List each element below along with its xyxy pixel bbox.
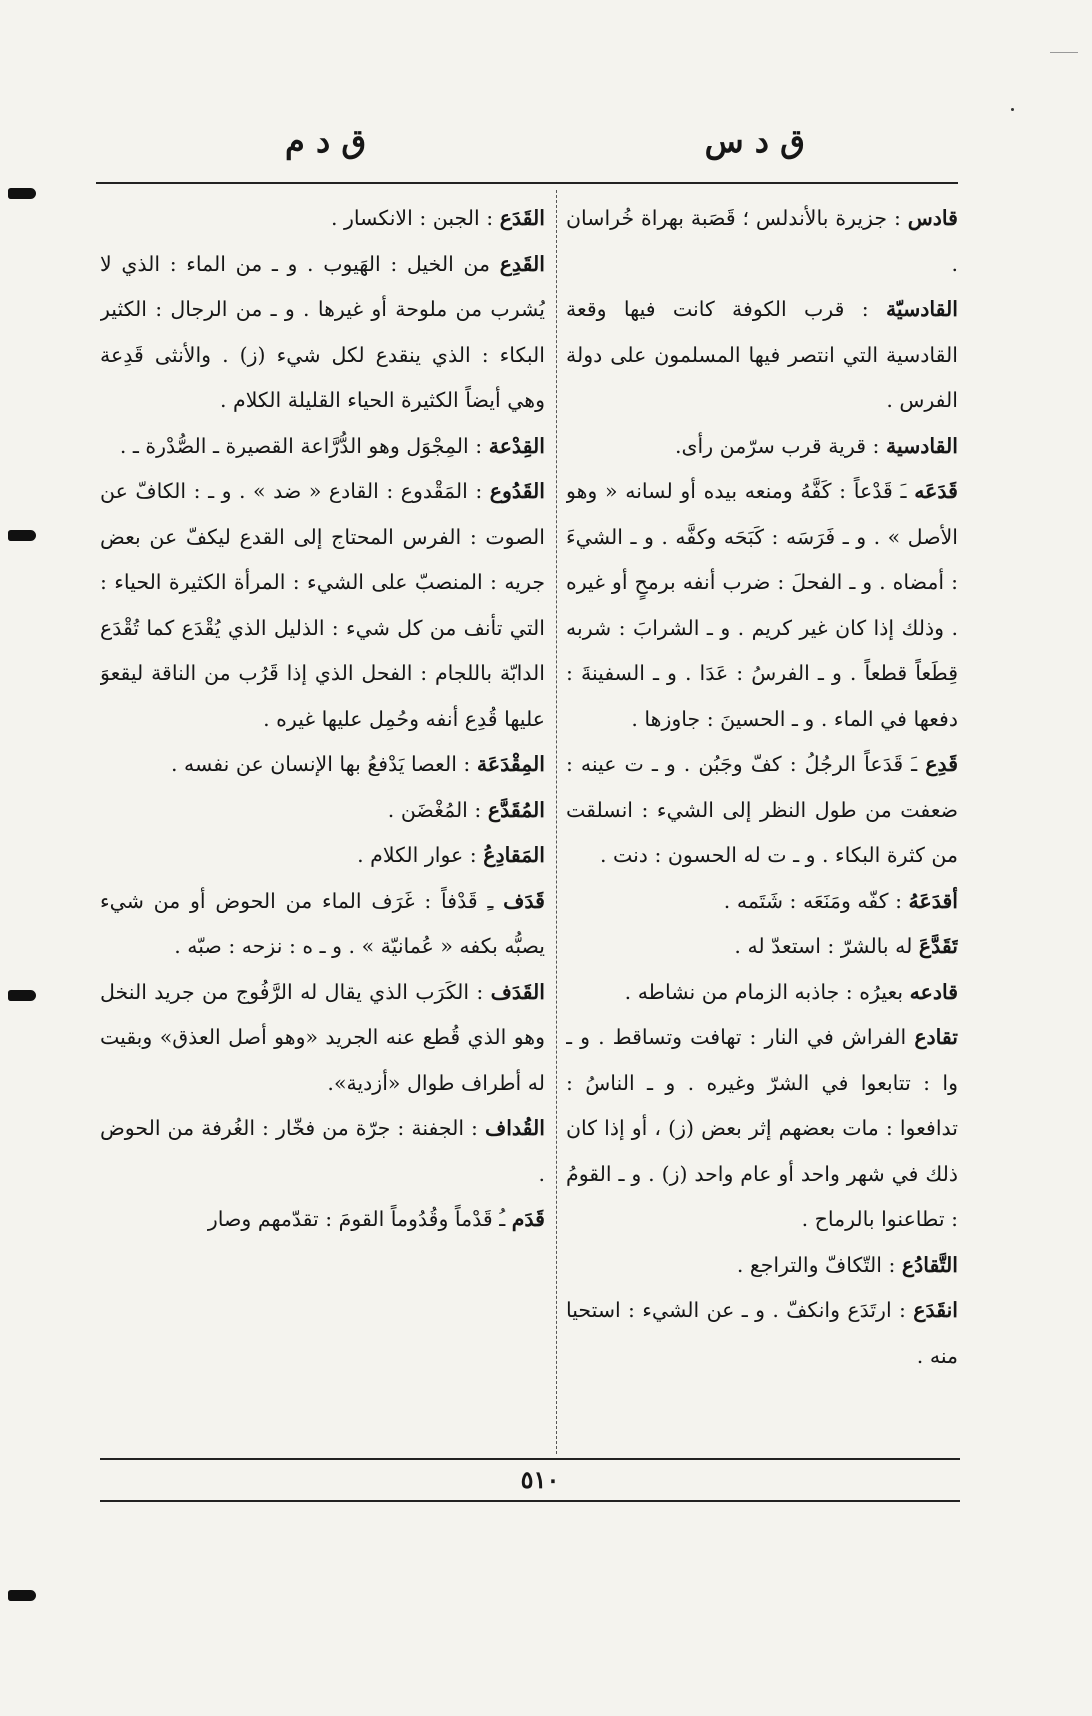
definition: : المُغْضَن . bbox=[387, 797, 482, 822]
margin-tick bbox=[1050, 52, 1078, 53]
headword: انقَدَع bbox=[913, 1298, 958, 1322]
headword: القَدُوع bbox=[489, 479, 545, 503]
headword: قَدَعَه bbox=[914, 479, 958, 503]
headword: قادس bbox=[907, 206, 958, 230]
definition: ـَ قَدَعاً الرجُلُ : كفّ وجَبُن . و ـ ت عينه : ضعفت من طول النظر إلى الشيء : انسلقت من كثرة البكاء . و ـ ت له الحسون : دنت . bbox=[566, 752, 958, 867]
dictionary-entry bbox=[100, 833, 545, 879]
page-number: ٥١٠ bbox=[520, 1465, 560, 1494]
definition: : قرب الكوفة كانت فيها وقعة القادسية التي انتصر فيها المسلمون على دولة الفرس . bbox=[566, 297, 958, 412]
headword: المَقادِعُ bbox=[483, 843, 545, 867]
margin-dot bbox=[1011, 108, 1014, 111]
dictionary-entry bbox=[100, 879, 545, 970]
dictionary-entry bbox=[100, 1197, 545, 1243]
margin-mark bbox=[8, 1590, 36, 1601]
dictionary-entry bbox=[566, 879, 958, 925]
definition: ـَ قَدْعاً : كَفَّهُ ومنعه بيده أو لسانه « وهو الأصل » . و ـ فَرَسَه : كَبَحَه وكفَّه . و ـ الشيءَ : أمضاه . و ـ الفحلَ : ضرب أنفه برمحٍ أو غيره . وذلك إذا كان غير كريم . و ـ الشرابَ : شربه قِطَعاً قطعاً . و ـ الفرسُ : عَدَا . و ـ السفينةَ : دفعها في الماء . و ـ الحسينَ : جاوزها . bbox=[566, 479, 958, 731]
dictionary-entry bbox=[566, 924, 958, 970]
dictionary-entry bbox=[100, 970, 545, 1107]
definition: : جزيرة بالأندلس ؛ قَصَبة بهراة خُراسان . bbox=[566, 206, 958, 276]
margin-mark bbox=[8, 990, 36, 1001]
header-rule bbox=[96, 182, 958, 184]
dictionary-entry bbox=[100, 1106, 545, 1197]
definition: : كفّه ومَنَعَه : شَتَمه . bbox=[723, 888, 902, 913]
dictionary-entry bbox=[100, 424, 545, 470]
headword: قَدَف bbox=[503, 888, 545, 913]
margin-mark bbox=[8, 188, 36, 199]
definition: له بالشرّ : استعدّ له . bbox=[734, 934, 913, 958]
headword: التَّقادُع bbox=[901, 1252, 958, 1277]
headword: المِقْدَعَة bbox=[476, 752, 545, 776]
headword: القادسيّة bbox=[885, 297, 958, 321]
page-header bbox=[95, 122, 955, 172]
dictionary-entry bbox=[566, 1288, 958, 1379]
column-divider bbox=[556, 190, 557, 1454]
dictionary-entry bbox=[566, 469, 958, 742]
headword: أقدَعَهُ bbox=[908, 888, 958, 913]
left-column bbox=[100, 196, 545, 1451]
headword: تقادع bbox=[914, 1025, 958, 1049]
definition: : التّكافّ والتراجع . bbox=[736, 1252, 896, 1277]
margin-mark bbox=[8, 530, 36, 541]
bottom-rule bbox=[100, 1458, 960, 1460]
definition: : ارتَدَع وانكفّ . و ـ عن الشيء : استحيا منه . bbox=[566, 1298, 958, 1368]
headword: قَدِع bbox=[925, 752, 958, 776]
definition: ـُ قَدْماً وقُدُوماً القومَ : تقدّمهم وصار bbox=[207, 1207, 506, 1231]
dictionary-entry bbox=[100, 242, 545, 424]
dictionary-entry bbox=[100, 742, 545, 788]
definition: : الجبن : الانكسار . bbox=[330, 206, 494, 230]
headword: القَدَف bbox=[490, 979, 545, 1004]
headword: قَدَم bbox=[511, 1207, 545, 1231]
footer-rule bbox=[100, 1500, 960, 1502]
definition: : المِجْوَل وهو الدُّرَّاعة القصيرة ـ الصُّدْرة ـ . bbox=[119, 433, 483, 458]
dictionary-entry bbox=[100, 469, 545, 742]
headword: تَقَدَّعَ bbox=[918, 934, 958, 958]
dictionary-entry bbox=[100, 196, 545, 242]
dictionary-entry bbox=[566, 1243, 958, 1289]
dictionary-entry bbox=[566, 970, 958, 1016]
definition: بعيرُه : جاذبه الزمام من نشاطه . bbox=[624, 979, 904, 1004]
definition: الفراش في النار : تهافت وتساقط . و ـ وا : تتابعوا في الشرّ وغيره . و ـ الناسُ : تدافعوا : مات بعضهم إثر بعض (ز) ، أو إذا كان ذلك في شهر واحد أو عام واحد (ز) . و ـ القومُ : تطاعنوا بالرماح . bbox=[566, 1025, 958, 1231]
definition: : الكَرَب الذي يقال له الرَّفُوج من جريد النخل وهو الذي قُطع عنه الجريد «وهو أصل العذق» وبقيت له أطراف طوال «أزدية». bbox=[100, 979, 545, 1095]
dictionary-entry bbox=[566, 424, 958, 470]
dictionary-entry bbox=[566, 1015, 958, 1243]
dictionary-entry bbox=[566, 742, 958, 879]
definition: من الخيل : الهَيوب . و ـ من الماء : الذي لا يُشرب من ملوحة أو غيرها . و ـ من الرجال : الكثير البكاء : الذي ينقدع لكل شيء (ز) . والأنثى قَدِعة وهي أيضاً الكثيرة الحياء القليلة الكلام . bbox=[100, 251, 545, 412]
right-column bbox=[566, 196, 958, 1451]
right-column-title: ق د س bbox=[704, 122, 805, 160]
definition: : قرية قرب سرّمن رأى. bbox=[675, 433, 880, 458]
dictionary-entry bbox=[566, 287, 958, 424]
dictionary-entry bbox=[566, 196, 958, 287]
definition: ـِ قَدْفاً : غَرَف الماء من الحوض أو من شيء يصبُّه بكفه « عُمانيّة » . و ـ ه : نزحه : صبّه . bbox=[100, 888, 545, 958]
headword: القادسية bbox=[885, 433, 958, 458]
headword: القَدَع bbox=[499, 206, 545, 230]
dictionary-entry bbox=[100, 788, 545, 834]
headword: القِدْعة bbox=[488, 433, 545, 458]
headword: قادعه bbox=[909, 979, 958, 1004]
definition: : عوار الكلام . bbox=[357, 843, 477, 867]
definition: : العصا يَدْفعُ بها الإنسان عن نفسه . bbox=[170, 752, 471, 776]
definition: : المَقْدوع : القادع « ضد » . و ـ : الكافّ عن الصوت : الفرس المحتاج إلى القدع ليكفّ عن بعض جريه : المنصبّ على الشيء : المرأة الكثيرة الحياء : التي تأنف من كل شيء : الذليل الذي يُقْدَع كما تُقْدَع الدابّة باللجام : الفحل الذي إذا قَرُب من الناقة ليقعوَ عليها قُدِع أنفه وحُمِل عليها غيره . bbox=[100, 479, 545, 731]
headword: المُقَدَّع bbox=[487, 797, 545, 822]
left-column-title: ق د م bbox=[285, 122, 367, 160]
headword: القُداف bbox=[484, 1116, 545, 1140]
definition: : الجفنة : جرّة من فخّار : الغُرفة من الحوض . bbox=[100, 1116, 545, 1186]
headword: القَدِع bbox=[499, 251, 545, 276]
